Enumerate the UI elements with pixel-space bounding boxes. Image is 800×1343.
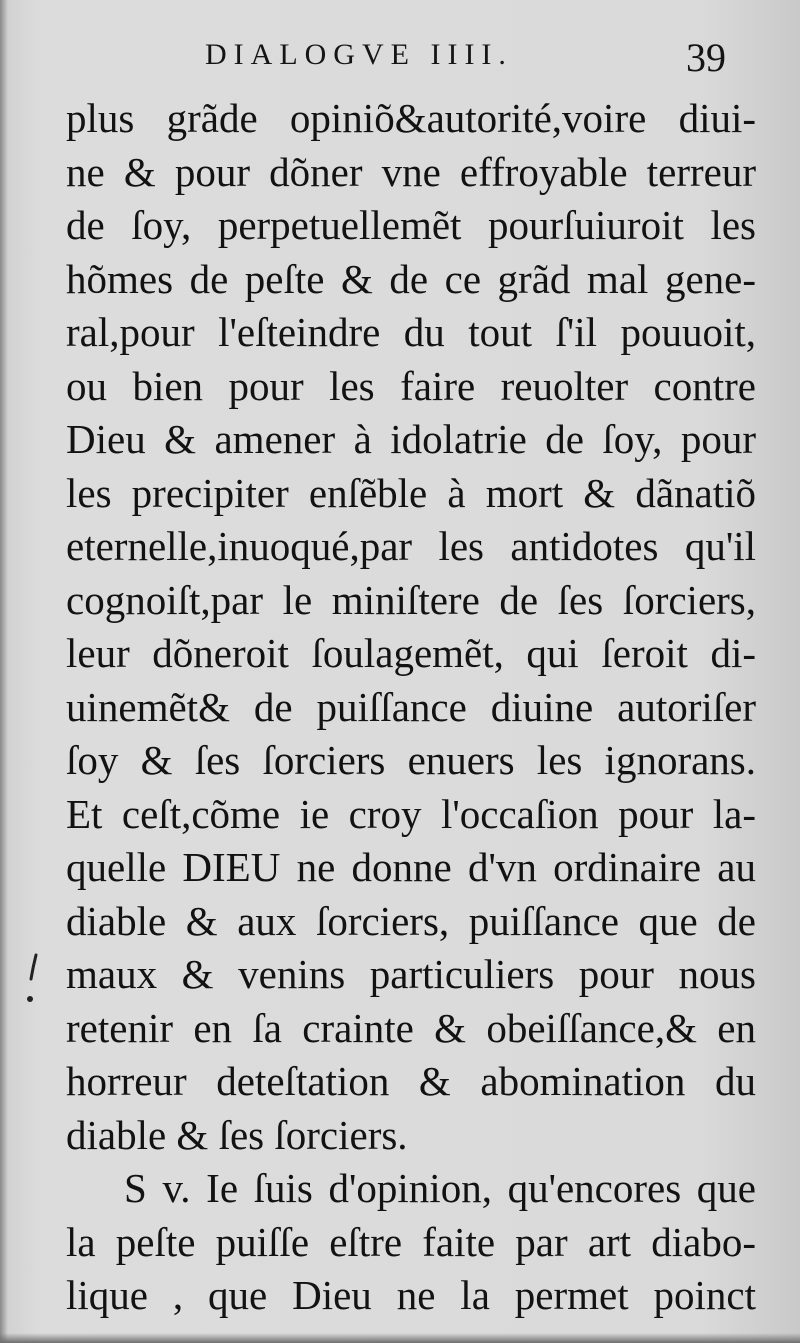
text-line: ou bien pour les faire reuolter contre	[66, 362, 756, 409]
text-line: leur dõneroit ſoulagemẽt, qui ſeroit di-	[66, 630, 756, 676]
text-line: ſoy & ſes ſorciers enuers les ignorans.	[66, 737, 756, 783]
text-line: la peſte puiſſe eſtre faite par art diabo-	[66, 1218, 756, 1265]
marginal-pen-mark	[22, 953, 42, 1023]
text-line: ne & pour dõner vne effroyable terreur	[66, 148, 756, 195]
text-line: eternelle,inuoqué,par les antidotes qu'il	[66, 523, 756, 569]
text-line: les precipiter enſẽble à mort & dãnatiõ	[66, 469, 756, 516]
text-line: hõmes de peſte & de ce grãd mal gene-	[66, 255, 756, 302]
text-line: maux & venins particuliers pour nous	[66, 951, 756, 997]
page-header	[0, 35, 800, 80]
page-number: 39	[686, 35, 726, 80]
paragraph-end-line: diable & ſes ſorciers.	[66, 1111, 408, 1158]
text-line: retenir en ſa crainte & obeiſſance,& en	[66, 1004, 756, 1051]
text-line: ral,pour l'eſteindre du tout ſ'il pouuoit,	[66, 309, 756, 355]
text-line: Dieu & amener à idolatrie de ſoy, pour	[66, 416, 756, 462]
body-text	[66, 92, 756, 1323]
text-line: horreur deteſtation & abomination du	[66, 1058, 756, 1104]
text-line: quelle DIEU ne donne d'vn ordinaire au	[66, 844, 756, 890]
text-line: plus grãde opiniõ&autorité,voire diui-	[66, 95, 756, 141]
text-line: Et ceſt,cõme ie croy l'occaſion pour la-	[66, 790, 756, 837]
text-line: cognoiſt,par le miniſtere de ſes ſorciers,	[66, 576, 756, 623]
running-title: DIALOGVE IIII.	[205, 38, 513, 71]
text-line: lique , que Dieu ne la permet poinct	[66, 1272, 756, 1318]
paragraph-start-line: S v. Ie ſuis d'opinion, qu'encores que	[124, 1165, 756, 1211]
text-line: de ſoy, perpetuellemẽt pourſuiuroit les	[66, 202, 756, 248]
text-line: uinemẽt& de puiſſance diuine autoriſer	[66, 683, 756, 730]
text-line: diable & aux ſorciers, puiſſance que de	[66, 897, 756, 944]
